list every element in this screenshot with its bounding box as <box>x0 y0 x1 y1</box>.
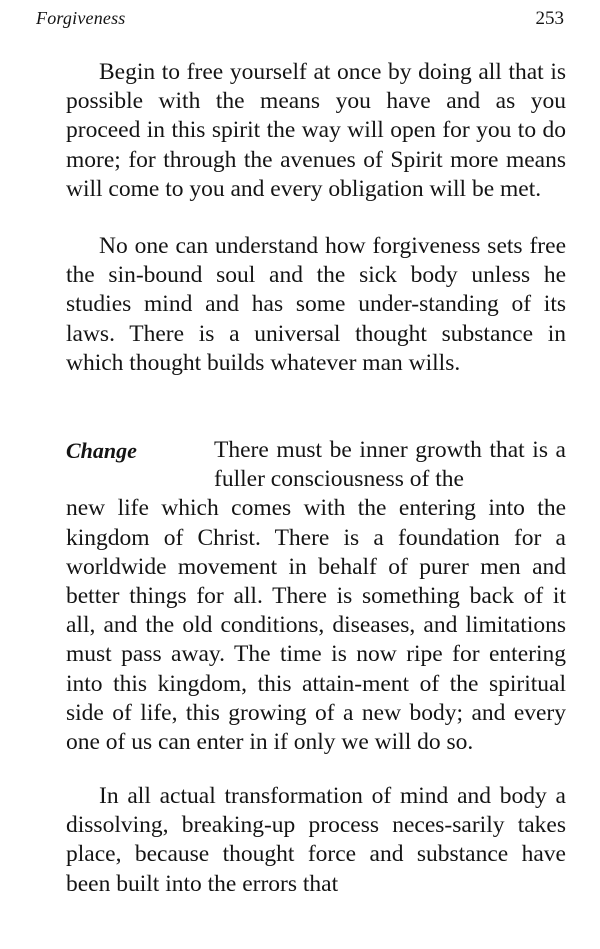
side-heading: Change <box>66 438 137 463</box>
paragraph-1: Begin to free yourself at once by doing all that is possible with the means you have and as you proceed in this spirit the way will open for you to do more; for through the avenues of Spirit more means will come to you and every obligation will be met. <box>66 59 566 202</box>
change-section <box>66 436 566 757</box>
running-head <box>36 8 564 36</box>
paragraph-4: In all actual transformation of mind and body a dissolving, breaking-up process neces-sarily takes place, because thought force and substance have been built into the errors that <box>66 783 566 897</box>
paragraph-3 <box>66 436 566 757</box>
paragraph-3-lead: There must be inner growth that is a fuller consciousness of the <box>214 437 566 493</box>
page-number: 253 <box>535 8 564 29</box>
paragraph-2: No one can understand how forgiveness sets free the sin-bound soul and the sick body unless he studies mind and has some under-standing of its laws. There is a universal thought substance in which thought builds whatever man wills. <box>66 233 566 376</box>
paragraph-3-body: new life which comes with the entering into the kingdom of Christ. There is a foundation for a worldwide movement in behalf of purer men and better things for all. There is something back of it all, and the old conditions, diseases, and limitations must pass away. The time is now ripe for entering into this kingdom, this attain-ment of the spiritual side of life, this growing of a new body; and every one of us can enter in if only we will do so. <box>66 495 566 756</box>
section-title: Forgiveness <box>36 8 126 28</box>
